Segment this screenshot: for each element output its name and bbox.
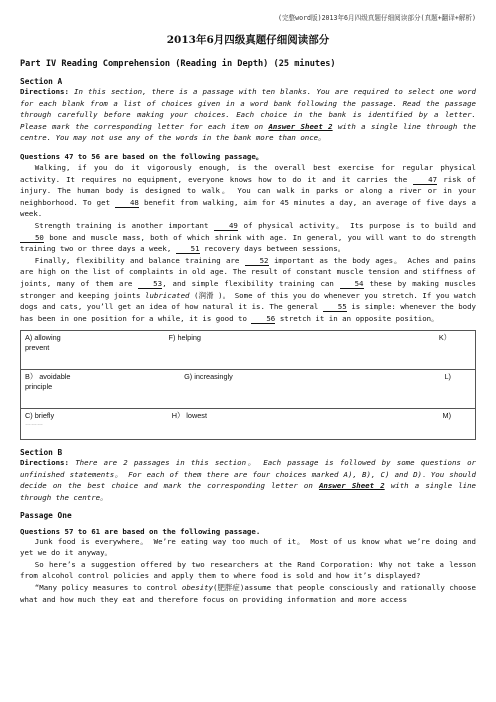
answer-sheet-ref: Answer Sheet 2 [268,121,333,131]
paragraph: So here’s a suggestion offered by two researchers at the Rand Corporation: Why not take a lesson from alcohol control policies and apply them to where food is sold and how it’s displayed? [20,559,476,581]
option-c[interactable]: C) briefly [25,411,55,421]
page-title: 2013年6月四级真题仔细阅读部分 [166,34,330,46]
option-f[interactable]: F) helping [168,333,201,343]
blank-52[interactable]: 52 [245,256,269,266]
paragraph: Strength training is another important 49 of physical activity。 Its purpose is to build and 50 bone and muscle mass, both of which shrink with age. In general, you will want to do strength training two or three days a week, 51 recovery days between sessions。 [20,220,476,254]
option-text: prevent [25,343,50,353]
word-bank-cell [21,331,476,370]
option-m[interactable]: M) [442,411,451,421]
blank-56[interactable]: 56 [251,314,275,324]
option-l[interactable]: L) [444,372,451,382]
section-b-directions [20,457,476,503]
part-heading: Part IV Reading Comprehension (Reading in Depth) (25 minutes) [20,59,336,69]
directions-text: with a single line through the centre. You may not use any of the words in the bank more than once。 [20,121,477,143]
paragraph: Walking, if you do it vigorously enough, is the overall best exercise for regular physical activity. It requires no equipment, everyone knows how to do it and it carries the 47 risk of injury. The human body is designed to walk。 You can walk in parks or along a river or in your neighborhood. To get 48 benefit from walking, aim for 45 minutes a day, an average of five days a week. [20,162,477,219]
questions-heading: Questions 57 to 61 are based on the following passage. [20,526,261,536]
section-a-directions [20,86,476,144]
paragraph: Finally, flexibility and balance training are 52 important as the body ages。 Aches and pains are high on the list of complaints in old age. The result of constant muscle tension and stiffness of joints, many of them are 53, and simple flexibility training can 54 these by making muscles stronger and keeping joints lubricated (润滑 )。 Some of this you do whenever you stretch. If you watch dogs and cats, you’ll get an idea of how natural it is. The general 55 is simple: whenever the body has been in one position for a while, it is good to 56 stretch it in an opposite position。 [20,255,476,323]
blank-47[interactable]: 47 [413,175,437,185]
passage-one-heading: Passage One [20,510,72,520]
option-k[interactable]: K） [438,333,451,343]
word-bank-cell [21,370,476,409]
option-b[interactable]: B） avoidable [25,372,71,382]
option-text-cut: ……… [25,421,43,426]
questions-heading: Questions 47 to 56 are based on the following passage。 [20,151,264,161]
paragraph: Junk food is everywhere。 We’re eating way too much of it。 Most of us know what we’re doing and yet we do it anyway。 [20,536,476,558]
document-page [20,12,476,605]
blank-48[interactable]: 48 [115,198,139,208]
directions-label: Directions: [20,87,69,96]
blank-50[interactable]: 50 [20,233,44,243]
option-g[interactable]: G) increasingly [184,372,233,382]
option-text: principle [25,382,53,392]
directions-label: Directions: [20,458,69,468]
blank-51[interactable]: 51 [176,244,200,254]
option-a[interactable]: A) allowing [25,333,61,343]
directions-text: There are 2 passages in this section。 Each passage is followed by some questions or unfinished statements。 For each of them there are four choices marked A), B), C) and D)．You should decide on the best choice and mark the corresponding letter on [20,458,476,491]
directions-text: In this section, there is a passage with ten blanks. You are required to select one word for each blank from a list of choices given in a word bank following the passage. Read the passage through carefully before making your choices. Each choice in the bank is identified by a letter. Please mark the corresponding letter for each item on [20,87,476,131]
word-bank-cell [21,409,476,440]
directions-text: with a single line through the centre。 [20,481,476,503]
page-header: (完整word版)2013年6月四级真题仔细阅读部分(真题+翻译+解析) [277,14,476,22]
blank-55[interactable]: 55 [323,302,347,312]
paragraph: “Many policy measures to control obesity(肥胖症)assume that people consciously and rationally choose what and how much they eat and therefore focus on providing information and more access [20,583,476,604]
blank-49[interactable]: 49 [214,221,238,231]
section-a-heading: Section A [20,77,63,86]
word-bank [20,330,476,440]
blank-54[interactable]: 54 [340,279,364,289]
section-b-heading: Section B [20,448,63,458]
option-h[interactable]: H） lowest [171,411,207,421]
answer-sheet-ref: Answer Sheet 2 [318,481,385,491]
blank-53[interactable]: 53 [138,279,162,289]
